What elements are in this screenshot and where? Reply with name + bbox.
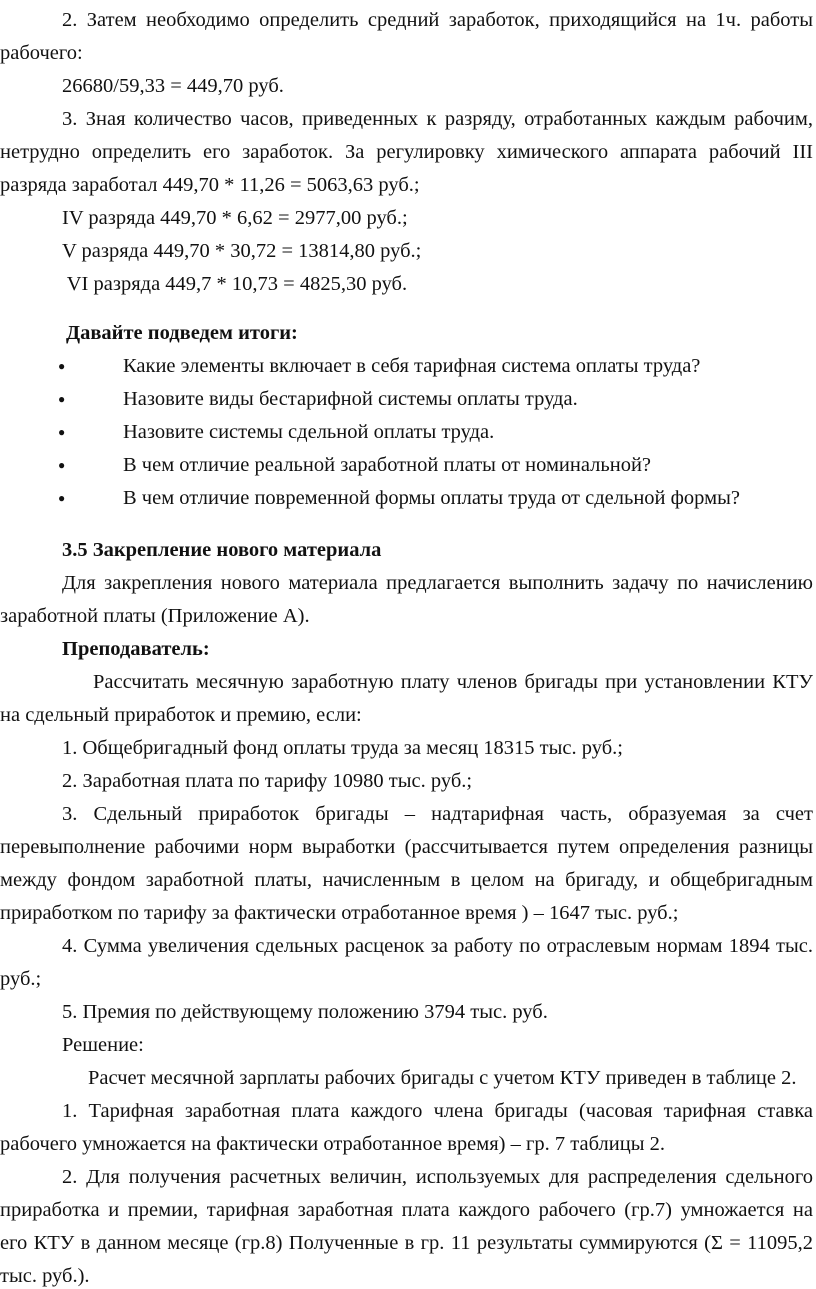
calc-grade-iv: IV разряда 449,70 * 6,62 = 2977,00 руб.; — [62, 207, 408, 229]
task-line-2: на сдельный приработок и премию, если: — [0, 704, 362, 726]
paragraph-3-line-3: разряда заработал 449,70 * 11,26 = 5063,63 руб.; — [0, 174, 420, 196]
task-line-1: Рассчитать месячную заработную плату членов бригады при установлении КТУ — [93, 671, 813, 693]
list-item: Назовите системы сдельной оплаты труда. — [123, 421, 495, 443]
solution-1-line-1: 1. Тарифная заработная плата каждого члена бригады (часовая тарифная ставка — [62, 1100, 813, 1122]
condition-5: 5. Премия по действующему положению 3794 тыс. руб. — [62, 1001, 548, 1023]
calc-grade-vi: VI разряда 449,7 * 10,73 = 4825,30 руб. — [62, 273, 408, 295]
calc-average-hourly: 26680/59,33 = 449,70 руб. — [62, 75, 284, 97]
section-heading: 3.5 Закрепление нового материала — [62, 539, 382, 561]
condition-3-line-2: перевыполнение рабочими норм выработки (рассчитывается путем определения разницы — [0, 836, 813, 858]
solution-intro: Расчет месячной зарплаты рабочих бригады с учетом КТУ приведен в таблице 2. — [88, 1067, 797, 1089]
list-item: Какие элементы включает в себя тарифная система оплаты труда? — [123, 355, 701, 377]
paragraph-2-line-1: 2. Затем необходимо определить средний заработок, приходящийся на 1ч. работы — [62, 9, 813, 31]
condition-3-line-1: 3. Сдельный приработок бригады – надтарифная часть, образуемая за счет — [62, 803, 813, 825]
bullet-icon: ● — [58, 359, 66, 373]
condition-1: 1. Общебригадный фонд оплаты труда за месяц 18315 тыс. руб.; — [62, 737, 623, 759]
condition-4-line-1: 4. Сумма увеличения сдельных расценок за работу по отраслевым нормам 1894 тыс. — [62, 935, 813, 957]
section-intro-line-1: Для закрепления нового материала предлагается выполнить задачу по начислению — [62, 572, 813, 594]
summary-heading: Давайте подведем итоги: — [66, 322, 298, 344]
condition-3-line-3: между фондом заработной платы, начисленным в целом на бригаду, и общебригадным — [0, 869, 813, 891]
section-intro-line-2: заработной платы (Приложение А). — [0, 605, 310, 627]
solution-2-line-2: приработка и премии, тарифная заработная плата каждого рабочего (гр.7) умножается на — [0, 1199, 813, 1221]
calc-grade-v: V разряда 449,70 * 30,72 = 13814,80 руб.; — [62, 240, 422, 262]
condition-2: 2. Заработная плата по тарифу 10980 тыс. руб.; — [62, 770, 473, 792]
solution-1-line-2: рабочего умножается на фактически отработанное время) – гр. 7 таблицы 2. — [0, 1133, 665, 1155]
list-item: Назовите виды бестарифной системы оплаты труда. — [123, 388, 578, 410]
bullet-icon: ● — [58, 491, 66, 505]
bullet-icon: ● — [58, 458, 66, 472]
condition-4-line-2: руб.; — [0, 968, 42, 990]
teacher-label: Преподаватель: — [62, 638, 210, 660]
bullet-icon: ● — [58, 425, 66, 439]
paragraph-3-line-2: нетрудно определить его заработок. За регулировку химического аппарата рабочий III — [0, 141, 813, 163]
paragraph-2-line-2: рабочего: — [0, 42, 83, 64]
solution-label: Решение: — [62, 1034, 144, 1056]
list-item: В чем отличие реальной заработной платы от номинальной? — [123, 454, 652, 476]
list-item: В чем отличие повременной формы оплаты труда от сдельной формы? — [123, 487, 740, 509]
solution-2-line-4: тыс. руб.). — [0, 1265, 90, 1287]
paragraph-3-line-1: 3. Зная количество часов, приведенных к разряду, отработанных каждым рабочим, — [62, 108, 813, 130]
solution-2-line-1: 2. Для получения расчетных величин, используемых для распределения сдельного — [62, 1166, 813, 1188]
solution-2-line-3: его КТУ в данном месяце (гр.8) Полученные в гр. 11 результаты суммируются (Σ = 11095,2 — [0, 1232, 813, 1254]
bullet-icon: ● — [58, 392, 66, 406]
condition-3-line-4: приработком по тарифу за фактически отработанное время ) – 1647 тыс. руб.; — [0, 902, 679, 924]
